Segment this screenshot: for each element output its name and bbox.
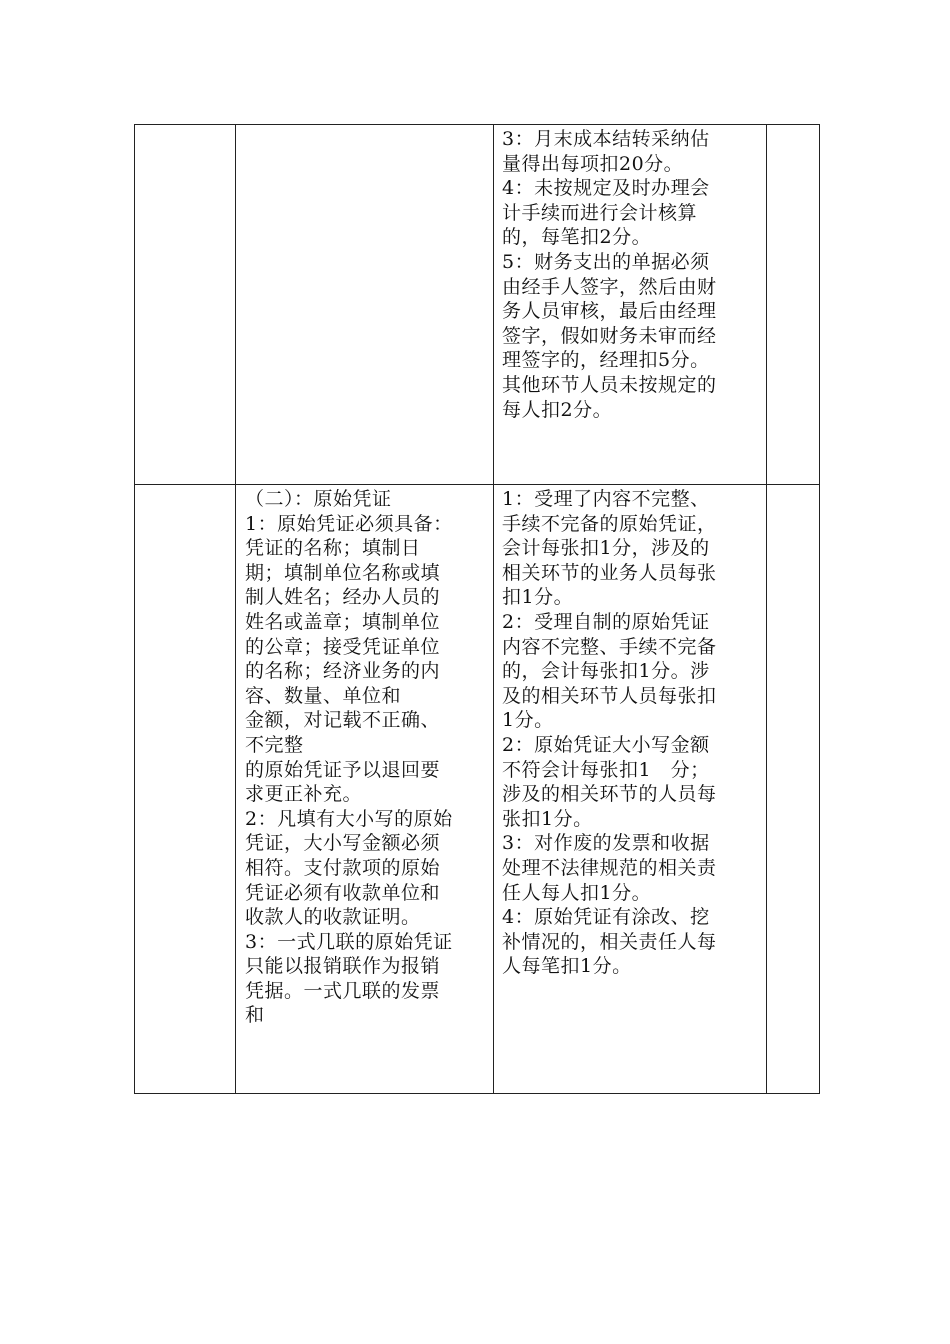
text-line: 容、数量、单位和	[245, 684, 402, 707]
text-line: 由经手人签字，然后由财	[502, 275, 717, 298]
table-row	[135, 485, 820, 1094]
text-line: 处理不法律规范的相关责	[502, 856, 717, 879]
text-line: 求更正补充。	[245, 783, 363, 806]
text-line: 2：受理自制的原始凭证	[502, 610, 710, 633]
text-line: 3：月末成本结转采纳估	[502, 128, 710, 150]
text-line: 制人姓名；经办人员的	[245, 586, 441, 609]
table-row	[135, 125, 820, 485]
text-line: 的，每笔扣2分。	[502, 226, 652, 249]
text-line: 涉及的相关环节的人员每	[502, 783, 717, 806]
text-line: 1：受理了内容不完整、	[502, 488, 710, 510]
text-line: 5：财务支出的单据必须	[502, 250, 710, 273]
text-line: 3：对作废的发票和收据	[502, 832, 710, 855]
text-line: 1：原始凭证必须具备：	[245, 512, 453, 535]
text-line: 凭证，大小写金额必须	[245, 832, 441, 855]
text-line: 凭证必须有收款单位和	[245, 881, 441, 904]
text-line: 金额，对记载不正确、	[245, 709, 441, 732]
text-line: 和	[245, 1004, 265, 1027]
content-cell	[236, 485, 494, 1094]
text-line: 任人每人扣1分。	[502, 881, 652, 904]
content-text	[236, 485, 493, 1028]
text-line: 相符。支付款项的原始	[245, 856, 441, 879]
text-line: 人每笔扣1分。	[502, 955, 632, 978]
text-line: 理签字的，经理扣5分。	[502, 349, 710, 372]
right-column-cell	[767, 125, 820, 485]
text-line: 张扣1分。	[502, 807, 593, 830]
text-line: 会计每张扣1分，涉及的	[502, 537, 710, 560]
text-line: 内容不完整、手续不完备	[502, 635, 717, 658]
text-line: 不完整	[245, 733, 304, 756]
text-line: 收款人的收款证明。	[245, 906, 421, 929]
rules-cell	[494, 125, 767, 485]
text-line: 的公章；接受凭证单位	[245, 635, 441, 658]
text-line: 姓名或盖章；填制单位	[245, 610, 441, 633]
text-line: 不符会计每张扣1 分；	[502, 758, 710, 781]
text-line: 只能以报销联作为报销	[245, 955, 441, 978]
text-line: 每人扣2分。	[502, 398, 613, 421]
text-line: 的，会计每张扣1分。涉	[502, 660, 710, 683]
text-line: 相关环节的业务人员每张	[502, 561, 717, 584]
rules-table	[134, 124, 820, 1094]
text-line: 2：凡填有大小写的原始	[245, 807, 453, 830]
text-line: 量得出每项扣20分。	[502, 152, 684, 175]
content-text	[236, 125, 493, 127]
rules-cell	[494, 485, 767, 1094]
text-line: 扣1分。	[502, 586, 574, 609]
text-line: 务人员审核，最后由经理	[502, 300, 717, 323]
text-line: 1分。	[502, 709, 554, 732]
text-line: 期；填制单位名称或填	[245, 561, 441, 584]
text-line: 计手续而进行会计核算	[502, 201, 698, 224]
text-line: 及的相关环节人员每张扣	[502, 684, 717, 707]
text-line: 4：未按规定及时办理会	[502, 177, 710, 200]
rules-text	[494, 485, 766, 979]
text-line: 凭证的名称；填制日	[245, 537, 421, 560]
text-line: 其他环节人员未按规定的	[502, 373, 717, 396]
left-column-cell	[135, 485, 236, 1094]
rules-text	[494, 125, 766, 422]
text-line: 的名称；经济业务的内	[245, 660, 441, 683]
section-heading: （二）：原始凭证	[245, 488, 392, 510]
text-line: 补情况的，相关责任人每	[502, 930, 717, 953]
text-line: 签字，假如财务未审而经	[502, 324, 717, 347]
content-cell	[236, 125, 494, 485]
text-line: 2：原始凭证大小写金额	[502, 733, 710, 756]
text-line: 4：原始凭证有涂改、挖	[502, 906, 710, 929]
left-column-cell	[135, 125, 236, 485]
text-line: 3：一式几联的原始凭证	[245, 930, 453, 953]
text-line: 凭据。一式几联的发票	[245, 979, 441, 1002]
right-column-cell	[767, 485, 820, 1094]
text-line: 手续不完备的原始凭证，	[502, 512, 717, 535]
text-line: 的原始凭证予以退回要	[245, 758, 441, 781]
